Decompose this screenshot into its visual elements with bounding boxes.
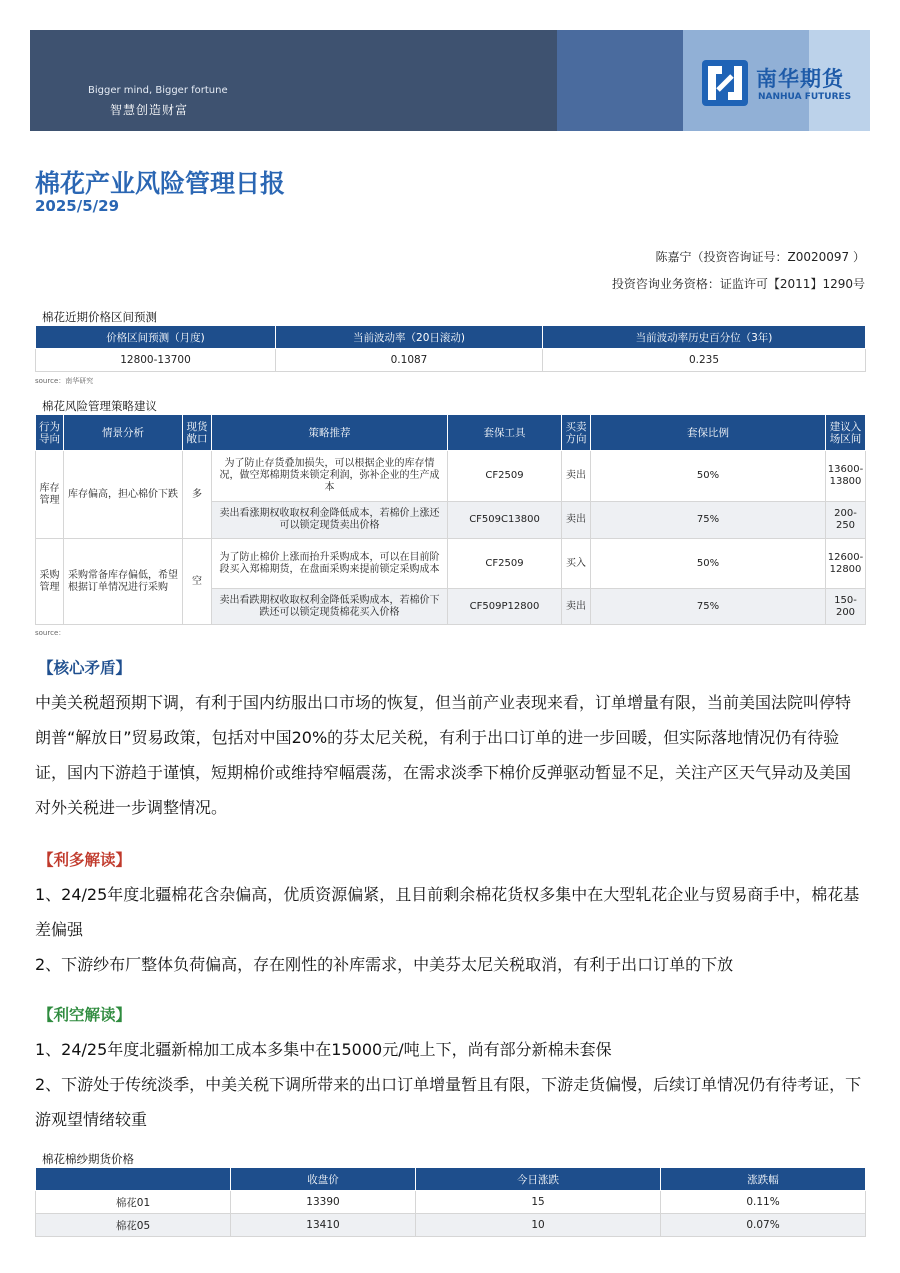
strategy-caption: 棉花风险管理策略建议 [42,399,157,413]
table-cell: 0.1087 [276,349,543,372]
exposure-cell: 空 [183,539,212,625]
behavior-cell: 采购管理 [36,539,64,625]
core-text: 中美关税超预期下调，有利于国内纺服出口市场的恢复，但当前产业表现来看，订单增量有限，当前美国法院叫停特朗普“解放日”贸易政策，包括对中国20%的芬太尼关税，有利于出口订单的进一步回暖，但实际落地情况仍有待验证，国内下游趋于谨慎，短期棉价或维持窄幅震荡，在需求淡季下棉价反弹驱动暂显不足，关注产区天气异动及美国对外关税进一步调整情况。 [35,693,852,817]
ratio-cell: 50% [591,539,826,589]
table-header: 套保工具 [448,415,562,451]
direction-cell: 买入 [562,539,591,589]
report-title: 棉花产业风险管理日报 [35,169,286,198]
nanhua-logo-icon [702,60,748,106]
table-header: 当前波动率（20日滚动) [276,326,543,349]
table-header: 行为导向 [36,415,64,451]
list-item: 1、24/25年度北疆新棉加工成本多集中在15000元/吨上下，尚有部分新棉未套保 [35,1040,612,1059]
bearish-list [35,1032,865,1137]
list-item: 2、下游纱布厂整体负荷偏高，存在刚性的补库需求，中美芬太尼关税取消，有利于出口订单的下放 [35,955,734,974]
strategy-table [35,414,866,625]
logo-text-cn: 南华期货 [756,67,844,91]
table-header: 当前波动率历史百分位（3年) [543,326,866,349]
logo-text-en: NANHUA FUTURES [758,92,852,102]
table-header: 买卖方向 [562,415,591,451]
price-range-caption: 棉花近期价格区间预测 [42,310,157,324]
bullish-heading: 【利多解读】 [38,851,132,869]
table-row [36,451,866,502]
scenario-cell: 采购常备库存偏低，希望根据订单情况进行采购 [64,539,183,625]
table-header: 建议入场区间 [826,415,866,451]
futures-price-table [35,1167,866,1237]
table-header: 今日涨跌 [416,1168,661,1191]
bearish-heading: 【利空解读】 [38,1006,132,1024]
slogan-en: Bigger mind, Bigger fortune [88,85,228,96]
strategy-cell: 卖出看跌期权收取权利金降低采购成本，若棉价下跌还可以锁定现货棉花买入价格 [212,589,448,625]
table-header: 收盘价 [231,1168,416,1191]
direction-cell: 卖出 [562,451,591,502]
table-header: 情景分析 [64,415,183,451]
strategy-cell: 为了防止棉价上涨而抬升采购成本，可以在目前阶段买入郑棉期货，在盘面采购来提前锁定采购成本 [212,539,448,589]
ratio-cell: 75% [591,589,826,625]
report-date: 2025/5/29 [35,197,120,215]
table-header: 套保比例 [591,415,826,451]
tool-cell: CF509P12800 [448,589,562,625]
table-header: 策略推荐 [212,415,448,451]
range-cell: 12600-12800 [826,539,866,589]
source-note: source：南华研究 [35,377,94,385]
table-header [36,1168,231,1191]
range-cell: 150-200 [826,589,866,625]
price-range-table [35,325,866,372]
range-cell: 13600-13800 [826,451,866,502]
table-header: 涨跌幅 [661,1168,866,1191]
license-line: 投资咨询业务资格：证监许可【2011】1290号 [611,277,865,291]
table-cell: 13390 [231,1191,416,1214]
core-heading: 【核心矛盾】 [38,659,132,677]
table-row [36,1214,866,1237]
tool-cell: CF2509 [448,451,562,502]
slogan-cn: 智慧创造财富 [110,103,189,117]
tool-cell: CF2509 [448,539,562,589]
table-row [36,539,866,589]
table-header: 现货敞口 [183,415,212,451]
table-cell: 15 [416,1191,661,1214]
strategy-cell: 卖出看涨期权收取权利金降低成本，若棉价上涨还可以锁定现货卖出价格 [212,502,448,539]
table-cell: 棉花01 [36,1191,231,1214]
scenario-cell: 库存偏高，担心棉价下跌 [64,451,183,539]
author-line: 陈嘉宁（投资咨询证号：Z0020097 ） [655,250,865,264]
table-cell: 0.235 [543,349,866,372]
strategy-cell: 为了防止存货叠加损失，可以根据企业的库存情况，做空郑棉期货来锁定利润，弥补企业的生产成本 [212,451,448,502]
ratio-cell: 50% [591,451,826,502]
table-cell: 13410 [231,1214,416,1237]
core-paragraph [35,685,865,825]
table-header: 价格区间预测（月度) [36,326,276,349]
table-cell: 棉花05 [36,1214,231,1237]
list-item: 2、下游处于传统淡季，中美关税下调所带来的出口订单增量暂且有限，下游走货偏慢，后续订单情况仍有待考证，下游观望情绪较重 [35,1075,862,1129]
table-cell: 10 [416,1214,661,1237]
table-row [36,1191,866,1214]
source-note: source： [35,629,66,637]
ratio-cell: 75% [591,502,826,539]
direction-cell: 卖出 [562,589,591,625]
futures-caption: 棉花棉纱期货价格 [42,1152,134,1166]
behavior-cell: 库存管理 [36,451,64,539]
table-row [36,349,866,372]
header-banner [30,30,870,131]
range-cell: 200-250 [826,502,866,539]
direction-cell: 卖出 [562,502,591,539]
exposure-cell: 多 [183,451,212,539]
list-item: 1、24/25年度北疆棉花含杂偏高，优质资源偏紧，且目前剩余棉花货权多集中在大型轧花企业与贸易商手中，棉花基差偏强 [35,885,860,939]
table-cell: 0.07% [661,1214,866,1237]
tool-cell: CF509C13800 [448,502,562,539]
table-cell: 12800-13700 [36,349,276,372]
table-cell: 0.11% [661,1191,866,1214]
bullish-list [35,877,865,982]
